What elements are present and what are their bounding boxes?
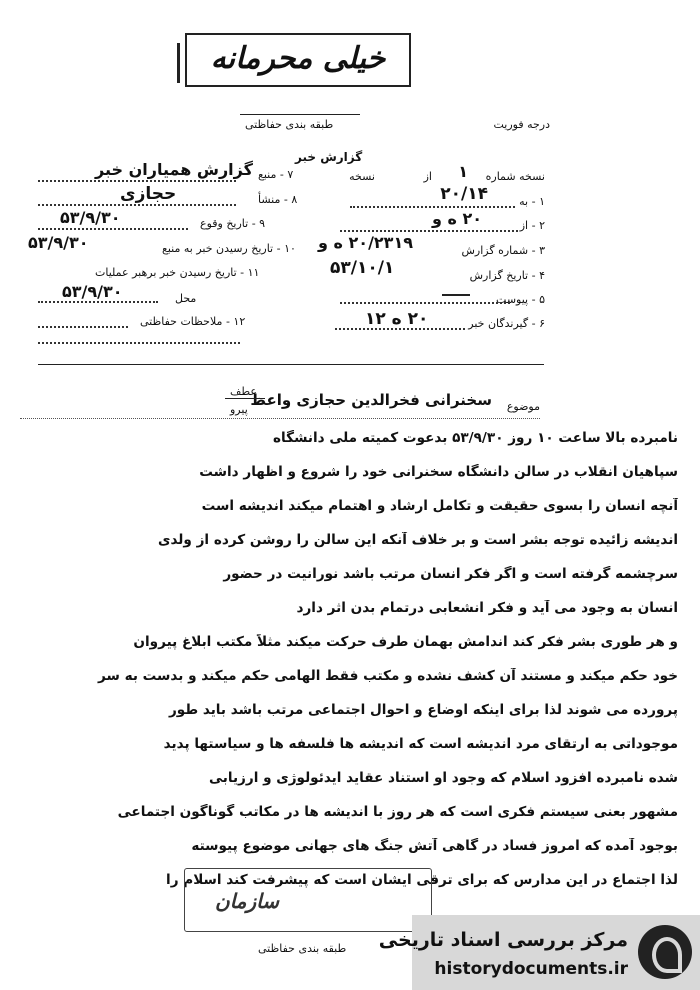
divider — [240, 114, 360, 115]
field-received-source-label: ۱۰ - تاریخ رسیدن خبر به منبع — [162, 242, 296, 255]
field-source-label: ۷ - منبع — [258, 168, 294, 181]
section-divider — [38, 364, 544, 365]
subject-underline — [20, 418, 540, 419]
field-security-notes-label: ۱۲ - ملاحظات حفاظتی — [140, 315, 246, 328]
field-recipients-value: ۲۰ ه ۱۲ — [365, 309, 429, 329]
urgency-label: درجه فوریت — [493, 118, 550, 131]
field-copy-number-value: ۱ — [458, 162, 468, 181]
body-line: آنچه انسان را بسوی حقیقت و تکامل ارشاد و اهتمام میکند اندیشه است — [201, 498, 678, 514]
classification-stamp — [185, 33, 411, 87]
follow-up-label: پیرو — [230, 403, 248, 416]
body-line: مشهور بعنی سیستم فکری است که هر روز با اندیشه ها در مکاتب گوناگون اجتماعی — [117, 804, 678, 820]
field-from-value: ۲۰ ه و — [431, 209, 482, 228]
classification-label: طبقه بندی حفاظتی — [245, 118, 334, 131]
field-copy-of-label: از — [423, 170, 432, 183]
dotted-line — [340, 302, 510, 304]
field-event-date-value: ۵۳/۹/۳۰ — [60, 208, 121, 227]
field-to-value: ۲۰/۱۴ — [440, 184, 488, 204]
subject-value: سخنرانی فخرالدین حجازی واعظ — [250, 391, 492, 409]
dotted-line — [38, 301, 158, 303]
body-line: و هر طوری بشر فکر کند اندامش بهمان طرف حرکت میکند مثلاً مکتب ابلاغ پیروان — [133, 634, 678, 650]
body-line: سرچشمه گرفته است و اگر فکر انسان مرتب باشد نورانیت در حضور — [223, 566, 678, 582]
body-line: نامبرده بالا ساعت ۱۰ روز ۵۳/۹/۳۰ بدعوت کمیته ملی دانشگاه — [273, 430, 678, 446]
stamp-text: خیلی محرمانه — [210, 41, 386, 76]
body-line: انسان به وجود می آید و فکر انشعابی درتمام بدن اثر دارد — [296, 600, 678, 616]
field-origin-value: حجازی — [120, 184, 177, 204]
field-origin-label: ۸ - منشأ — [258, 193, 298, 206]
field-received-source-value: ۵۳/۹/۳۰ — [28, 233, 89, 252]
body-line: پرورده می شوند لذا برای اینکه اوضاع و احوال اجتماعی مرتب باشد باید طور — [168, 702, 678, 718]
field-place-value: ۵۳/۹/۳۰ — [62, 282, 123, 301]
dotted-line — [38, 180, 236, 182]
logo-url: historydocuments.ir — [434, 959, 628, 979]
report-title: گزارش خبر — [295, 150, 363, 164]
dotted-line — [38, 326, 128, 328]
bottom-stamp-text: سازمان — [215, 889, 280, 913]
dotted-line — [350, 206, 515, 208]
field-report-date-label: ۴ - تاریخ گزارش — [469, 269, 545, 282]
field-to-label: ۱ - به — [519, 195, 545, 208]
watermark-logo — [378, 915, 700, 990]
body-line: بوجود آمده که امروز فساد در گاهی آتش جنگ های جهانی موضوع پیوسته — [191, 838, 678, 854]
bottom-stamp — [184, 868, 432, 932]
archive-logo-icon — [638, 925, 692, 979]
body-line: شده نامبرده افزود اسلام که وجود او استناد عقاید ایدئولوژی و ارزیابی — [208, 770, 678, 786]
body-line: موجوداتی به ارتقای مرد اندیشه است که اندیشه ها فلسفه ها و سیاستها پدید — [163, 736, 678, 752]
field-copy-number-label: نسخه شماره — [485, 170, 545, 183]
field-report-number-value: ۲۰/۲۳۱۹ ه و — [318, 233, 413, 252]
reference-divider — [225, 398, 265, 399]
field-place-label: محل — [175, 292, 197, 305]
field-received-ops-label: ۱۱ - تاریخ رسیدن خبر برهبر عملیات — [95, 266, 260, 279]
dotted-line — [38, 204, 236, 206]
logo-title: مرکز بررسی اسناد تاریخی — [378, 929, 628, 951]
dotted-line — [38, 228, 188, 230]
field-event-date-label: ۹ - تاریخ وقوع — [200, 217, 266, 230]
dotted-line — [38, 342, 240, 344]
body-line: اندیشه زائیده توجه بشر است و بر خلاف آنکه این سالن را روشن کرده از ولدی — [158, 532, 678, 548]
field-source-value: گزارش همیاران خبر — [95, 160, 253, 179]
body-line: لذا اجتماع در این مدارس که برای ترقی ایشان است که پیشرفت کند اسلام را — [166, 872, 678, 888]
field-report-date-value: ۵۳/۱۰/۱ — [330, 258, 395, 278]
reference-label: عطف — [230, 385, 257, 398]
dotted-line — [340, 230, 518, 232]
subject-label: موضوع — [506, 400, 540, 413]
field-from-label: ۲ - از — [519, 219, 545, 232]
field-report-number-label: ۳ - شماره گزارش — [461, 244, 545, 257]
field-copy-suffix-label: نسخه — [349, 170, 375, 183]
field-attachment-label: ۵ - پیوست — [496, 293, 545, 306]
body-line: سپاهیان انقلاب در سالن دانشگاه سخنرانی خود را شروع و اظهار داشت — [199, 464, 678, 480]
footer-classification-label: طبقه بندی حفاظتی — [258, 942, 347, 955]
field-recipients-label: ۶ - گیرندگان خبر — [468, 317, 545, 330]
body-line: خود حکم میکند و مستند آن کشف نشده و مکتب فقط الهامی حکم میکند و بدست به سر — [98, 668, 678, 684]
dash-mark — [442, 294, 470, 296]
